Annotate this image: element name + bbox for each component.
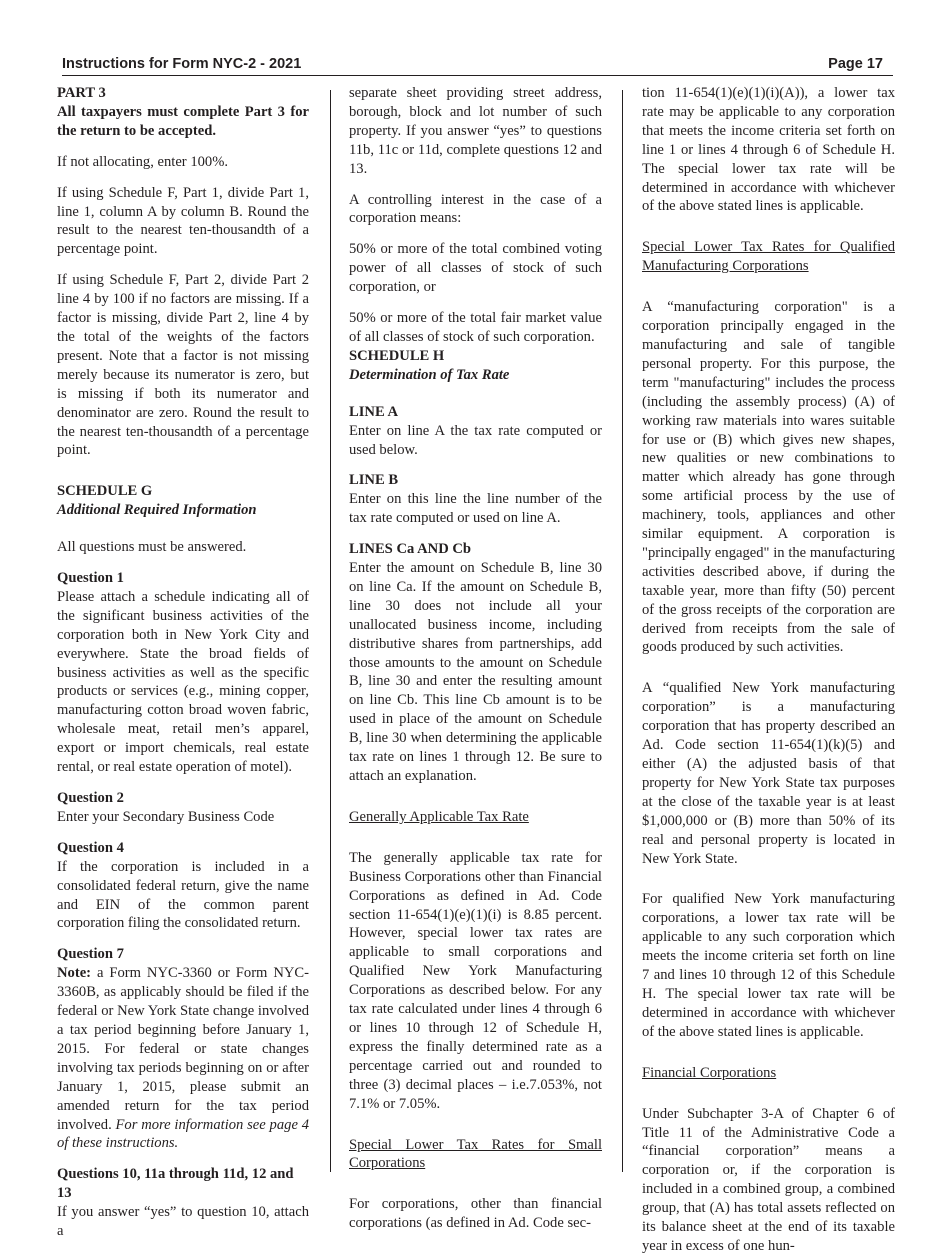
part3-paragraph-1: If not allocating, enter 100%.	[57, 153, 229, 170]
schedule-g-heading: SCHEDULE G	[57, 483, 153, 500]
question-7-reference: For more information see page 4 of these instructions.	[57, 1116, 309, 1152]
line-a-text: Enter on line A the tax rate computed or used below.	[349, 422, 602, 458]
questions-10-13-text: If you answer “yes” to question 10, attach a	[57, 1204, 309, 1240]
question-2-text: Enter your Secondary Business Code	[57, 808, 275, 825]
controlling-interest-voting: 50% or more of the total combined voting power of all classes of stock of such corporation, or	[349, 241, 602, 296]
column-3	[642, 84, 895, 1256]
note-label: Note:	[57, 965, 92, 982]
financial-corp-heading: Financial Corporations	[642, 1064, 777, 1081]
small-corp-heading: Special Lower Tax Rates for Small Corporations	[349, 1136, 602, 1172]
page-header	[62, 55, 893, 76]
financial-corp-text: Under Subchapter 3-A of Chapter 6 of Title 11 of the Administrative Code a “financial corporation” means a corporation or, if the corporation is included in a combined group, a combined group, that (A) has total assets reflected on its balance sheet at the end of its taxable year in excess of one hun-	[642, 1105, 895, 1254]
questions-10-13-heading: Questions 10, 11a through 11d, 12 and 13	[57, 1166, 294, 1202]
schedule-h-subheading: Determination of Tax Rate	[349, 366, 510, 383]
schedule-h-heading: SCHEDULE H	[349, 347, 445, 364]
schedule-g-intro: All questions must be answered.	[57, 539, 247, 556]
lines-c-heading: LINES Ca AND Cb	[349, 541, 472, 558]
qualified-ny-manufacturing-rate: For qualified New York manufacturing corporations, a lower tax rate will be applicable to any such corporation which meets the income criteria set forth on line 7 and lines 10 through 12 of this Schedule H. The special lower tax rate will be determined in accordance with whichever of the above stated lines is applicable.	[642, 891, 895, 1040]
line-a-heading: LINE A	[349, 403, 399, 420]
part3-paragraph-2: If using Schedule F, Part 1, divide Part 1, line 1, column A by column B. Round the result to the nearest ten-thousandth of a percentage point.	[57, 184, 309, 258]
question-7-heading: Question 7	[57, 946, 124, 963]
manufacturing-definition: A “manufacturing corporation" is a corporation principally engaged in the manufacturing and sale of tangible personal property. For this purpose, the term "manufacturing" includes the process (including the assembly process) (A) of working raw materials into wares suitable for use or (B) which gives new shapes, new qualities or new combinations to matter which already has gone through some artificial process by the use of machinery, tools, appliances and other similar equipment. A corporation is "principally engaged" in the manufacturing activities described above, if during the taxable year, more than fifty (50) percent of the gross receipts of the corporation are derived from receipts from the sale of goods produced by such activities.	[642, 299, 895, 656]
schedule-g-subheading: Additional Required Information	[57, 502, 257, 519]
column-divider-1	[330, 90, 331, 1172]
general-rate-text: The generally applicable tax rate for Business Corporations other than Financial Corporations as defined in Ad. Code section 11-654(1)(e)(1)(i) is 8.85 percent. However, special lower tax rates are applicable to small corporations and Qualified New York Manufacturing Corporations as described below. For any tax rate calculated under lines 4 through 6 or lines 10 through 12 of Schedule H, express the finally determined rate as a percentage carried out and rounded to three (3) decimal places – i.e.7.053%, not 7.1% or 7.05%.	[349, 849, 602, 1112]
column-1	[57, 84, 309, 1241]
part3-paragraph-3: If using Schedule F, Part 2, divide Part 2 line 4 by 100 if no factors are missing. If a factor is missing, divide Part 2, line 4 by the total of the weights of the factors present. Note that a factor is not missing merely because its numerator is zero, but is missing if both its numerator and denominator are zero. Round the result to the nearest ten-thousandth of a percentage point.	[57, 272, 309, 459]
controlling-interest-intro: A controlling interest in the case of a corporation means:	[349, 191, 602, 227]
question-10-continued: separate sheet providing street address, borough, block and lot number of such property. If you answer “yes” to questions 11b, 11c or 11d, complete questions 12 and 13.	[349, 85, 602, 177]
small-corp-text: For corporations, other than financial corporations (as defined in Ad. Code sec-	[349, 1196, 602, 1232]
question-1-heading: Question 1	[57, 570, 124, 587]
line-b-text: Enter on this line the line number of the tax rate computed or used on line A.	[349, 491, 602, 527]
column-2	[349, 84, 602, 1233]
question-7-body: a Form NYC-3360 or Form NYC-3360B, as applicably should be filed if the federal or New York State change involved a tax period beginning before January 1, 2015. For federal or state changes involving tax periods beginning on or after January 1, 2015, please submit an amended return for the tax period involved.	[57, 965, 309, 1133]
line-b-heading: LINE B	[349, 472, 399, 489]
part3-heading: PART 3	[57, 85, 106, 101]
controlling-interest-market-value: 50% or more of the total fair market value of all classes of stock of such corporation.	[349, 310, 602, 345]
question-7-text	[57, 964, 309, 1153]
manufacturing-heading: Special Lower Tax Rates for Qualified Manufacturing Corporations	[642, 239, 895, 275]
lines-c-text: Enter the amount on Schedule B, line 30 on line Ca. If the amount on Schedule B, line 30 does not include all your unallocated business income, including distributive shares from partnerships, add those amounts to the amount on Schedule B, line 30 and enter the resulting amount on line Cb. This line Cb amount is to be used in place of the amount on Schedule B, line 30 when determining the applicable tax rate on lines 1 through 12. Be sure to attach an explanation.	[349, 560, 602, 784]
part3-subheading: All taxpayers must complete Part 3 for the return to be accepted.	[57, 103, 309, 139]
page-number: Page 17	[828, 56, 883, 72]
question-4-heading: Question 4	[57, 839, 124, 856]
form-title: Instructions for Form NYC-2 - 2021	[62, 56, 302, 72]
column-divider-2	[622, 90, 623, 1172]
qualified-ny-manufacturing-definition: A “qualified New York manufacturing corporation” is a manufacturing corporation that has property described an Ad. Code section 11-654(1)(k)(5) and either (A) the adjusted basis of that property for New York State tax purposes at the close of the taxable year is at least $1,000,000 or (B) more than 50% of its real and personal property is located in New York State.	[642, 680, 895, 867]
question-4-text: If the corporation is included in a consolidated federal return, give the name and EIN of the common parent corporation filing the consolidated return.	[57, 858, 309, 932]
general-rate-heading: Generally Applicable Tax Rate	[349, 808, 529, 825]
small-corp-continued: tion 11-654(1)(e)(1)(i)(A)), a lower tax rate may be applicable to any corporation that meets the income criteria set forth on line 1 or lines 4 through 6 of Schedule H. The special lower tax rate will be determined in accordance with whichever of the above stated lines is applicable.	[642, 85, 895, 215]
question-1-text: Please attach a schedule indicating all of the significant business activities of the corporation both in New York City and everywhere. State the broad fields of business activities as well as the specific products or services (e.g., mining copper, manufacturing cotton broad woven fabric, wholesale meat, retail men’s apparel, export or import chemicals, real estate rental, or real estate operation of motel).	[57, 588, 309, 776]
question-2-heading: Question 2	[57, 790, 124, 806]
